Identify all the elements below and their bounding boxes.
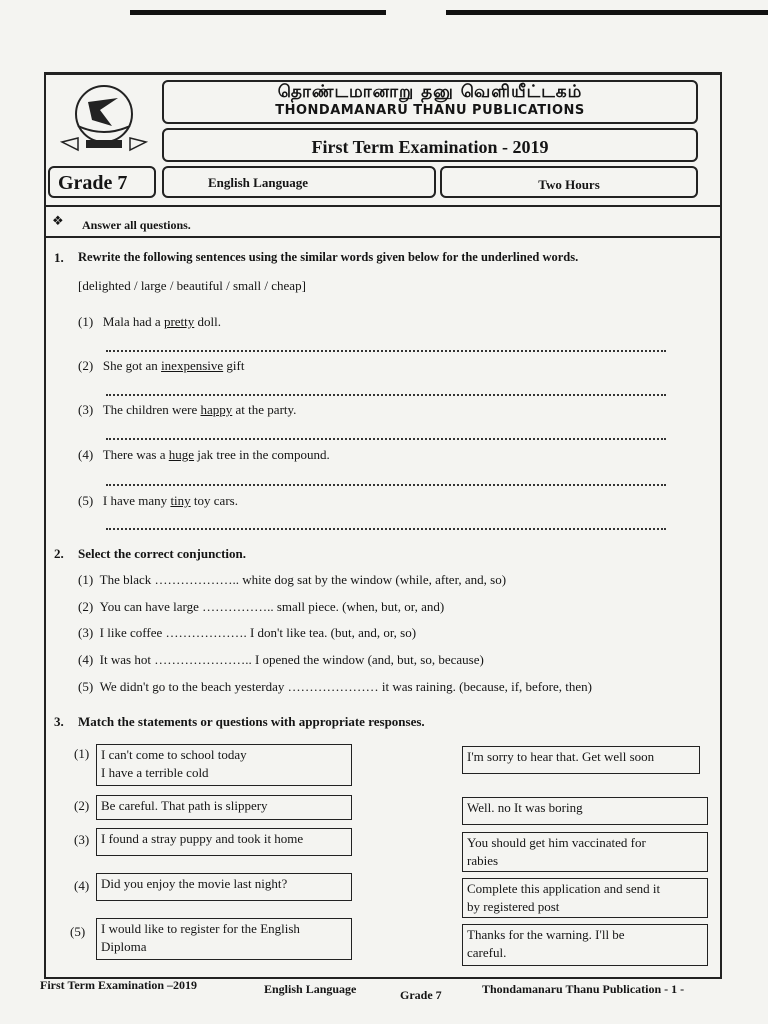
answer-line (106, 394, 666, 396)
q1-item (78, 358, 244, 374)
q1-item (78, 493, 238, 509)
item-text: toy cars. (190, 493, 238, 508)
footer-exam: First Term Examination –2019 (40, 978, 198, 992)
q2-item (78, 652, 484, 668)
item-text: The black ……………….. white dog sat by the window (while, after, and, so) (99, 572, 507, 587)
answer-line (106, 528, 666, 530)
underlined-word: pretty (163, 314, 195, 329)
statement-number: (1) (74, 746, 90, 761)
item-text: There was a (102, 447, 169, 462)
footer-publication: Thondamanaru Thanu Publication - 1 - (482, 982, 685, 996)
response-box: Thanks for the warning. I'll be careful. (462, 924, 708, 966)
item-text: It was hot ………………….. I opened the window (and, but, so, because) (99, 652, 484, 667)
item-text: The children were (102, 402, 201, 417)
statement-number: (4) (74, 878, 90, 893)
q1-item (78, 447, 330, 463)
instruction: Answer all questions. (82, 218, 191, 232)
item-text: Mala had a (102, 314, 164, 329)
publisher-box (162, 80, 698, 124)
item-number: (2) (78, 358, 94, 373)
statement-number: (5) (70, 924, 86, 939)
statement-box: Be careful. That path is slippery (96, 795, 352, 820)
item-number: (2) (78, 599, 94, 614)
logo (48, 80, 160, 160)
underlined-word: huge (168, 447, 195, 462)
item-text: doll. (194, 314, 221, 329)
item-text: She got an (102, 358, 162, 373)
statement-number: (2) (74, 798, 90, 813)
q1-number: 1. (54, 250, 64, 265)
exam-title: First Term Examination - 2019 (162, 128, 698, 162)
item-number: (5) (78, 679, 94, 694)
statement-number: (3) (74, 832, 90, 847)
item-text: gift (223, 358, 245, 373)
statement-box: I would like to register for the English Diploma (96, 918, 352, 960)
q2-item (78, 679, 592, 695)
item-text: jak tree in the compound. (194, 447, 330, 462)
response-box: Well. no It was boring (462, 797, 708, 825)
underlined-word: tiny (170, 493, 191, 508)
item-text: at the party. (232, 402, 297, 417)
q1-item (78, 402, 296, 418)
q3-title: Match the statements or questions with appropriate responses. (78, 714, 425, 729)
q1-title: Rewrite the following sentences using the similar words given below for the underlined words. (78, 250, 579, 264)
item-number: (5) (78, 493, 94, 508)
q2-number: 2. (54, 546, 64, 561)
q2-item (78, 625, 416, 641)
divider (44, 205, 720, 207)
item-number: (1) (78, 572, 94, 587)
item-number: (4) (78, 652, 94, 667)
footer-subject: English Language (264, 982, 357, 996)
q2-item (78, 572, 506, 588)
underlined-word: inexpensive (161, 358, 224, 373)
q1-options: [delighted / large / beautiful / small / cheap] (78, 278, 306, 293)
publisher-name: THONDAMANARU THANU PUBLICATIONS (275, 103, 585, 118)
response-box: Complete this application and send it by registered post (462, 878, 708, 918)
scan-edge-right (446, 10, 768, 15)
subject-label: English Language (162, 166, 436, 198)
item-number: (4) (78, 447, 94, 462)
scan-edge-left (130, 10, 386, 15)
q3-number: 3. (54, 714, 64, 729)
answer-line (106, 350, 666, 352)
diamond-bullet-icon: ❖ (52, 214, 64, 229)
q2-item (78, 599, 444, 615)
item-text: You can have large …………….. small piece. (when, but, or, and) (99, 599, 445, 614)
q1-item (78, 314, 221, 330)
answer-line (106, 484, 666, 486)
item-text: I have many (102, 493, 171, 508)
statement-box: I found a stray puppy and took it home (96, 828, 352, 856)
item-number: (3) (78, 402, 94, 417)
response-box: I'm sorry to hear that. Get well soon (462, 746, 700, 774)
item-text: I like coffee ………………. I don't like tea. (but, and, or, so) (99, 625, 417, 640)
footer-grade: Grade 7 (400, 988, 442, 1002)
publisher-tamil: தொண்டமானாறு தனு வெளியீட்டகம் (277, 82, 583, 102)
q2-title: Select the correct conjunction. (78, 546, 246, 561)
duration-label: Two Hours (440, 166, 698, 198)
divider (44, 236, 720, 238)
answer-line (106, 438, 666, 440)
grade-label: Grade 7 (48, 166, 156, 198)
underlined-word: happy (200, 402, 233, 417)
statement-box: I can't come to school today I have a terrible cold (96, 744, 352, 786)
statement-box: Did you enjoy the movie last night? (96, 873, 352, 901)
response-box: You should get him vaccinated for rabies (462, 832, 708, 872)
item-number: (1) (78, 314, 94, 329)
item-number: (3) (78, 625, 94, 640)
item-text: We didn't go to the beach yesterday ………………… it was raining. (because, if, before, then) (99, 679, 592, 694)
